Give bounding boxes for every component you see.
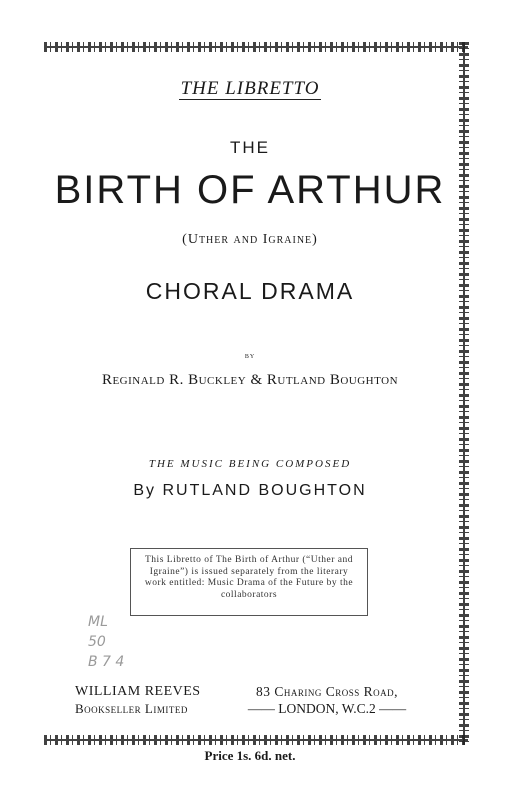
- by-label: BY: [244, 354, 256, 360]
- title-article: THE: [230, 138, 270, 157]
- chain-border-right: [459, 42, 469, 745]
- pencil-line-3: B 7 4: [88, 654, 125, 670]
- composer: By RUTLAND BOUGHTON: [133, 482, 367, 499]
- music-line: THE MUSIC BEING COMPOSED: [148, 458, 352, 470]
- pencil-line-1: ML: [88, 614, 108, 630]
- pencil-call-number: [88, 612, 148, 692]
- chain-border-top: [44, 42, 468, 52]
- publisher-name-block: [75, 683, 201, 717]
- pencil-line-2: 50: [88, 634, 106, 650]
- publisher-role: Bookseller Limited: [75, 701, 188, 716]
- publisher-name: WILLIAM REEVES: [75, 684, 201, 699]
- publisher-address-block: [242, 683, 412, 717]
- notice-box: [130, 548, 368, 616]
- publisher-address-2: —— LONDON, W.C.2 ——: [247, 701, 407, 716]
- subtitle: (Uther and Igraine): [182, 232, 318, 247]
- chain-border-bottom: [44, 735, 468, 745]
- libretto-heading: [40, 78, 460, 100]
- publisher-address-1: 83 Charing Cross Road,: [255, 684, 399, 699]
- authors: Reginald R. Buckley & Rutland Boughton: [101, 372, 399, 388]
- libretto-label: THE LIBRETTO: [180, 78, 320, 99]
- price: Price 1s. 6d. net.: [204, 748, 296, 763]
- genre-label: CHORAL DRAMA: [145, 278, 355, 304]
- notice-text: This Libretto of The Birth of Arthur (“Uther and Igraine”) is issued separately from the literary work entitled: Music Drama of the Future by the collaborators: [144, 555, 354, 600]
- main-title: BIRTH OF ARTHUR: [54, 168, 446, 212]
